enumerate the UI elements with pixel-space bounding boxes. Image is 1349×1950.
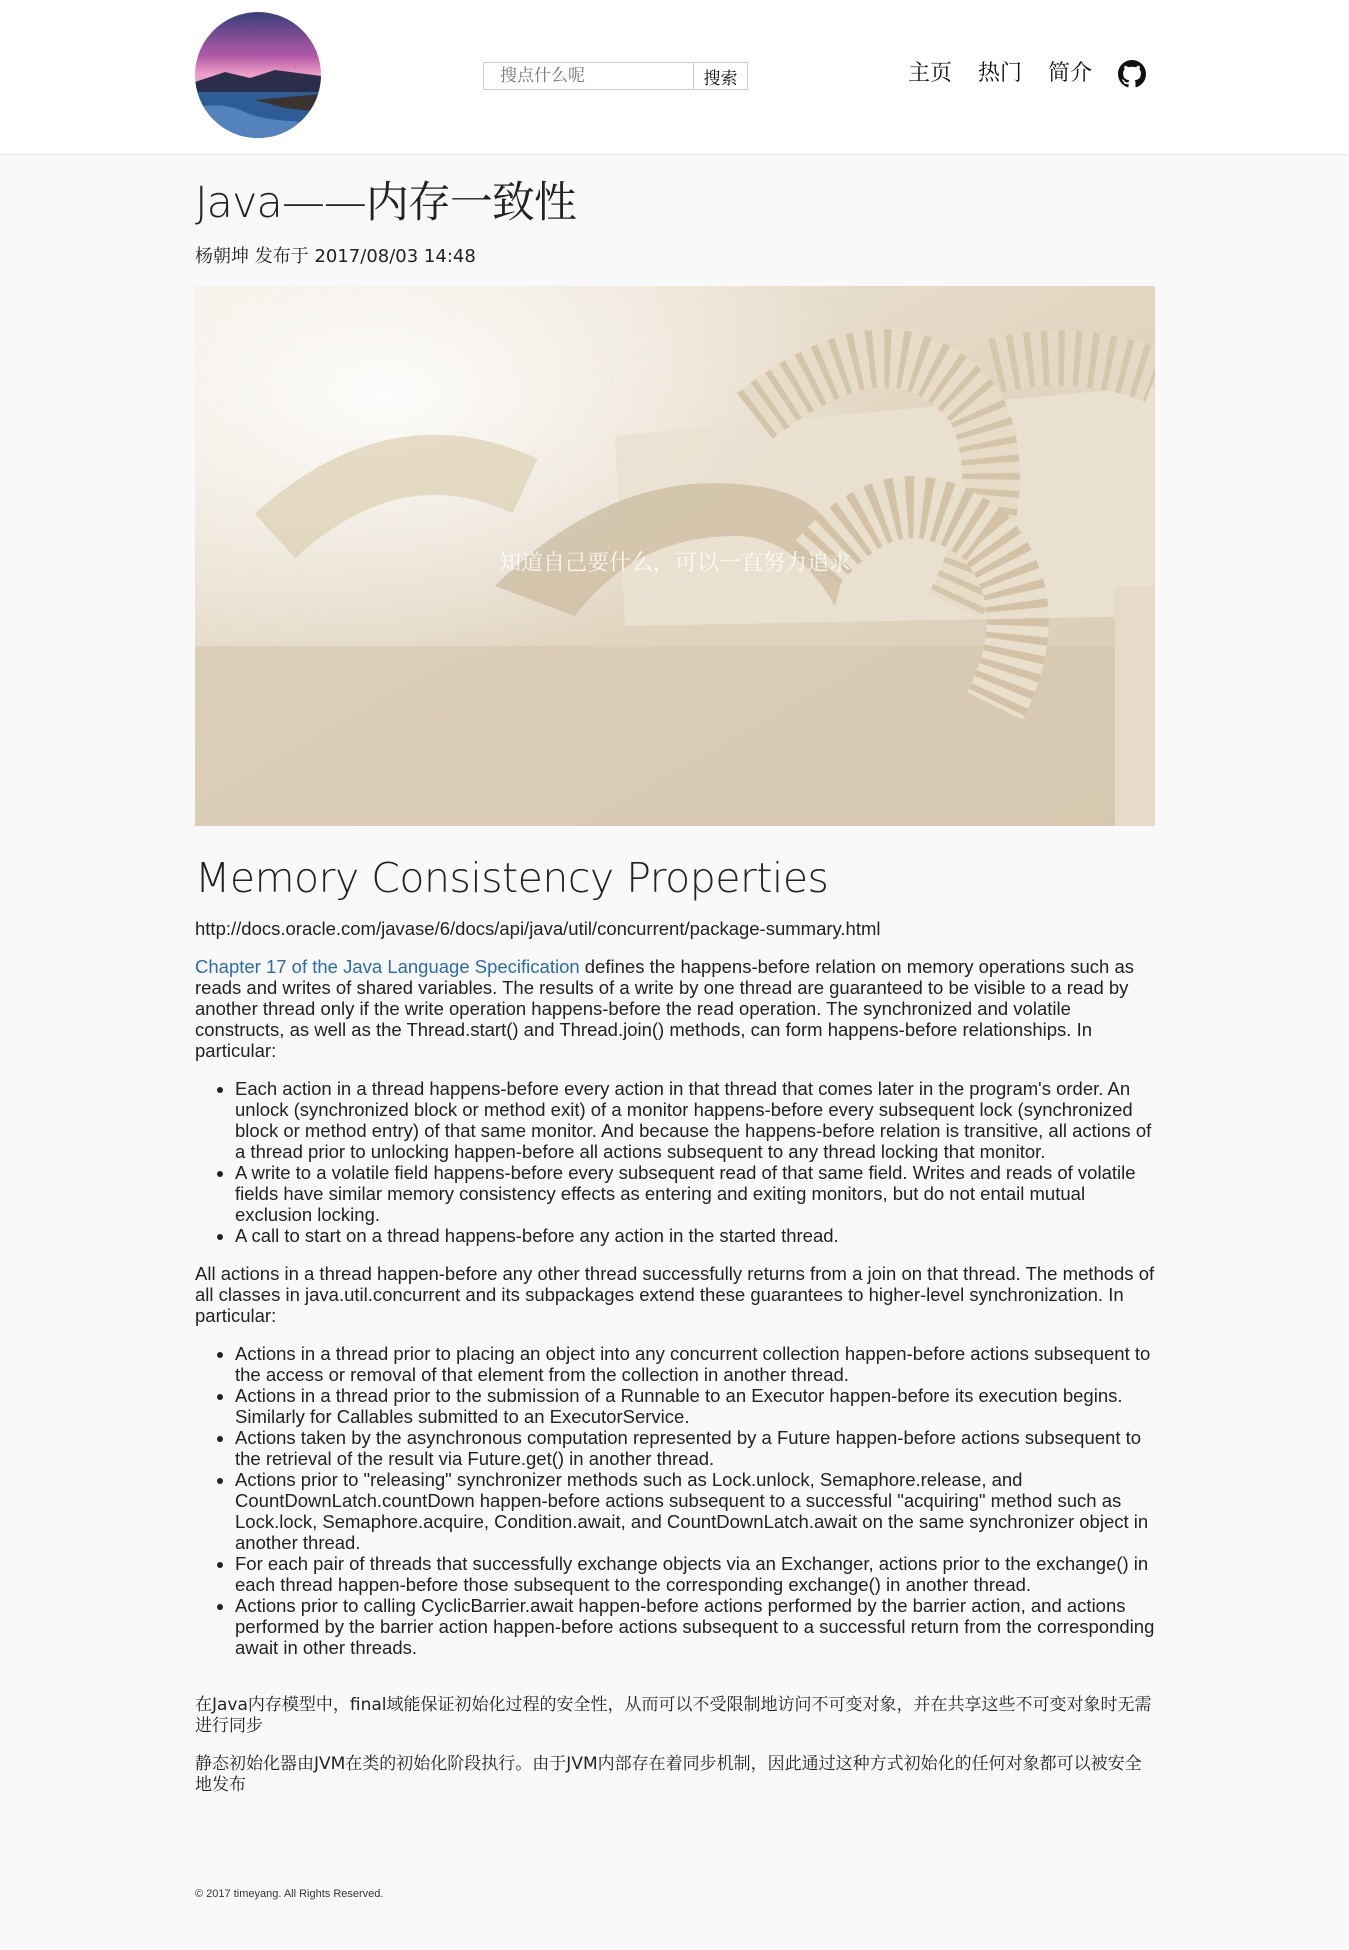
nav-home-link[interactable]: 主页 — [908, 61, 953, 86]
list-item: • Actions prior to "releasing" synchronizer methods such as Lock.unlock, Semaphore.release, and CountDownLatch.countDown happen-before actions subsequent to a successful "acquiring" method such as Lock.lock, Semaphore.acquire, Condition.await, and CountDownLatch.await on the same synchronizer object in another thread. — [235, 1469, 1155, 1553]
hero-image — [195, 286, 1155, 826]
list-item: • For each pair of threads that successfully exchange objects via an Exchanger, actions prior to the exchange() in each thread happen-before those subsequent to the corresponding exchange() in another thread. — [235, 1553, 1155, 1595]
list-item: • A call to start on a thread happens-before any action in the started thread. — [235, 1225, 1155, 1246]
list-item: • Each action in a thread happens-before every action in that thread that comes later in the program's order. An unlock (synchronized block or method exit) of a monitor happens-before every subsequent lock (synchronized block or method entry) of that same monitor. And because the happens-before relation is transitive, all actions of a thread prior to unlocking happen-before all actions subsequent to any thread locking that monitor. — [235, 1078, 1155, 1162]
article — [195, 154, 1155, 1796]
list-item: • Actions in a thread prior to placing an object into any concurrent collection happen-before actions subsequent to the access or removal of that element from the collection in another thread. — [235, 1343, 1155, 1385]
happens-before-list-1 — [195, 1078, 1155, 1246]
search-input[interactable] — [483, 62, 693, 90]
avatar[interactable] — [195, 12, 321, 138]
list-item: • A write to a volatile field happens-before every subsequent read of that same field. Writes and reads of volatile fields have similar memory consistency effects as entering and exiting monitors, but do not entail mutual exclusion locking. — [235, 1162, 1155, 1225]
search-form — [483, 62, 748, 90]
section-title: Memory Consistency Properties — [195, 854, 829, 902]
top-nav — [908, 58, 1172, 90]
site-header — [0, 0, 1349, 155]
paragraph-1 — [195, 956, 1155, 1061]
github-icon[interactable] — [1118, 60, 1146, 88]
jls-chapter-link[interactable]: Chapter 17 of the Java Language Specification — [195, 956, 580, 977]
search-button[interactable]: 搜索 — [693, 62, 748, 90]
paragraph-1-text: defines the happens-before relation on memory operations such as reads and writes of shared variables. The results of a write by one thread are guaranteed to be visible to a read by another thread only if the write operation happens-before the read operation. The synchronized and volatile constructs, as well as the Thread.start() and Thread.join() methods, can form happens-before relationships. In particular: — [195, 956, 1134, 1061]
list-item: • Actions in a thread prior to the submission of a Runnable to an Executor happen-before its execution begins. Similarly for Callables submitted to an ExecutorService. — [235, 1385, 1155, 1427]
hero-caption: 知道自己要什么，可以一直努力追求 — [498, 551, 851, 576]
paragraph-final-field: 在Java内存模型中，final域能保证初始化过程的安全性，从而可以不受限制地访问不可变对象，并在共享这些不可变对象时无需进行同步 — [195, 1695, 1152, 1736]
source-url: http://docs.oracle.com/javase/6/docs/api/java/util/concurrent/package-summary.html — [195, 918, 881, 939]
page-title: Java——内存一致性 — [195, 178, 576, 228]
paragraph-static-initializer: 静态初始化器由JVM在类的初始化阶段执行。由于JVM内部存在着同步机制，因此通过这种方式初始化的任何对象都可以被安全地发布 — [195, 1754, 1142, 1795]
footer-copyright: © 2017 timeyang. All Rights Reserved. — [195, 1888, 384, 1900]
nav-about-link[interactable]: 简介 — [1048, 61, 1093, 86]
list-item: • Actions prior to calling CyclicBarrier.await happen-before actions performed by the barrier action, and actions performed by the barrier action happen-before actions subsequent to a successful return from the corresponding await in other threads. — [235, 1595, 1155, 1658]
post-meta: 杨朝坤 发布于 2017/08/03 14:48 — [195, 246, 476, 267]
nav-popular-link[interactable]: 热门 — [978, 61, 1023, 86]
happens-before-list-2 — [195, 1343, 1155, 1658]
avatar-image — [195, 12, 321, 138]
list-item: • Actions taken by the asynchronous computation represented by a Future happen-before actions subsequent to the retrieval of the result via Future.get() in another thread. — [235, 1427, 1155, 1469]
paragraph-2: All actions in a thread happen-before any other thread successfully returns from a join on that thread. The methods of all classes in java.util.concurrent and its subpackages extend these guarantees to higher-level synchronization. In particular: — [195, 1263, 1155, 1326]
